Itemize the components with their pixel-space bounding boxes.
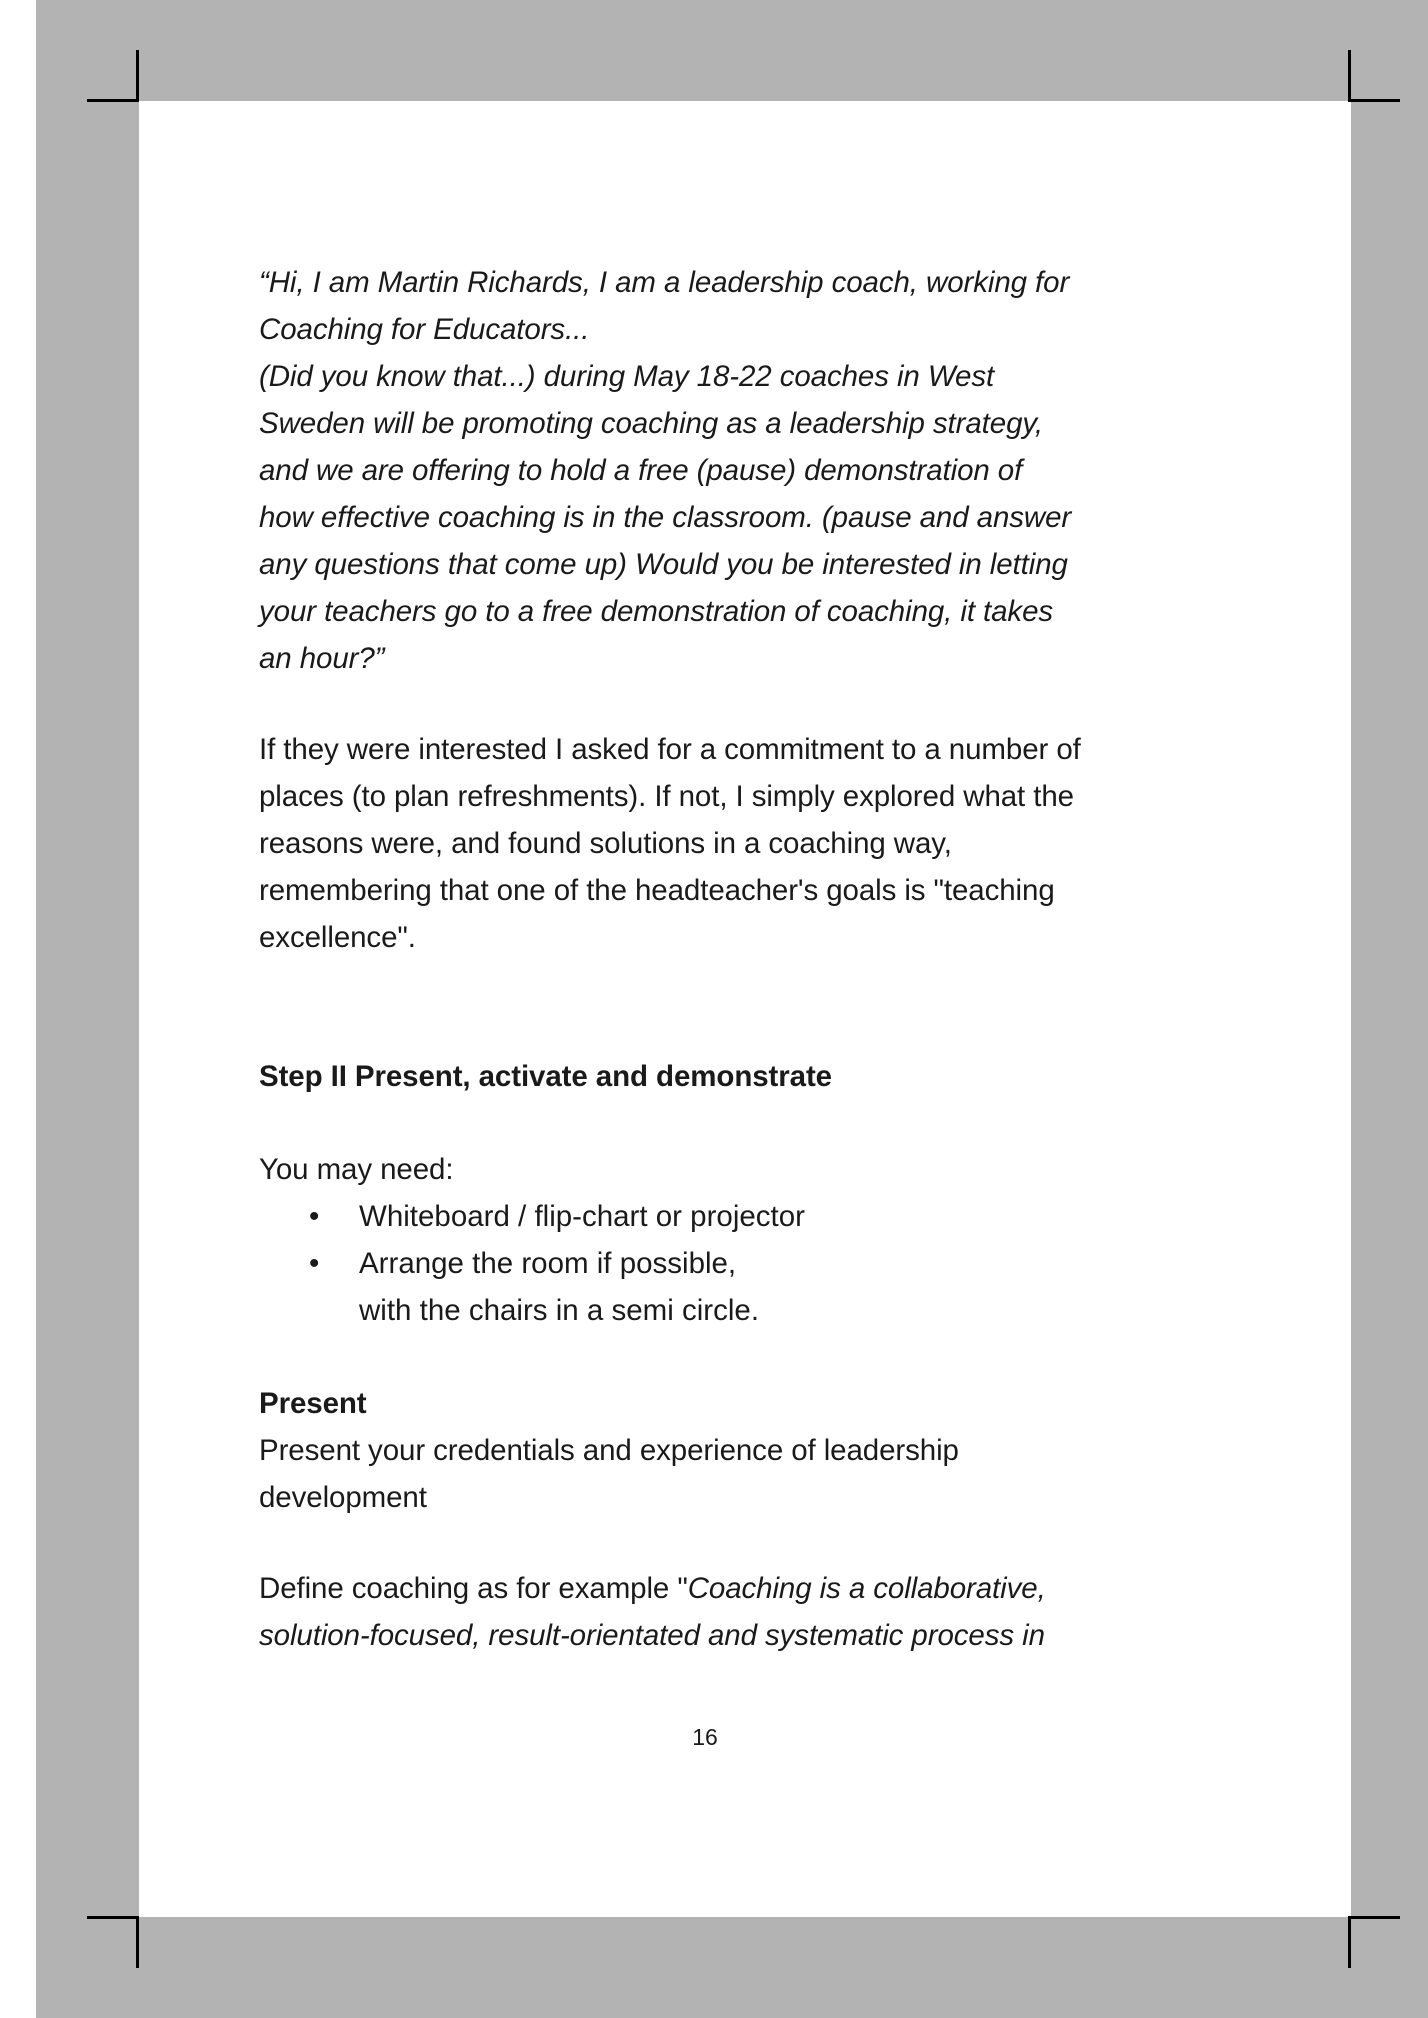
present-section <box>259 1380 1159 1521</box>
page-number <box>0 1722 1428 1752</box>
quote-line: and we are offering to hold a free (pause) demonstration of <box>259 454 1023 487</box>
bullet-icon: • <box>309 1247 320 1280</box>
sales-call-quote <box>259 259 1159 682</box>
list-item-continuation-text: with the chairs in a semi circle. <box>359 1294 760 1327</box>
list-item <box>259 1193 1159 1240</box>
paragraph-line: places (to plan refreshments). If not, I simply explored what the <box>259 780 1074 813</box>
crop-mark-top-left-vertical <box>136 50 139 102</box>
quote-line: (Did you know that...) during May 18-22 coaches in West <box>259 360 995 393</box>
quote-line: an hour?” <box>259 642 385 675</box>
needs-intro <box>259 1146 1159 1193</box>
quote-line: Sweden will be promoting coaching as a leadership strategy, <box>259 407 1043 440</box>
step-heading <box>259 1053 1159 1100</box>
step-heading-text: Step II Present, activate and demonstrate <box>259 1060 832 1093</box>
followup-paragraph <box>259 726 1159 961</box>
list-item-text: Arrange the room if possible, <box>359 1247 737 1280</box>
list-item <box>259 1240 1159 1287</box>
paragraph-line: development <box>259 1481 427 1514</box>
paragraph-line: Present your credentials and experience of leadership <box>259 1434 959 1467</box>
present-heading: Present <box>259 1387 367 1420</box>
define-coaching-paragraph <box>259 1565 1159 1659</box>
crop-mark-bottom-left-vertical <box>136 1916 139 1968</box>
needs-intro-text: You may need: <box>259 1153 454 1186</box>
define-lead-text: Define coaching as for example " <box>259 1572 688 1605</box>
quote-line: any questions that come up) Would you be interested in letting <box>259 548 1068 581</box>
needs-list <box>259 1193 1159 1334</box>
page-number-text: 16 <box>692 1724 718 1750</box>
paragraph-line: If they were interested I asked for a commitment to a number of <box>259 733 1081 766</box>
quote-line: “Hi, I am Martin Richards, I am a leadership coach, working for <box>259 266 1070 299</box>
crop-mark-top-right-vertical <box>1348 50 1351 102</box>
bullet-icon: • <box>309 1200 320 1233</box>
paragraph-line <box>259 1565 1159 1612</box>
crop-mark-bottom-left-horizontal <box>87 1916 139 1919</box>
define-quote-text: Coaching is a collaborative, <box>687 1572 1046 1605</box>
crop-mark-top-left-horizontal <box>87 99 139 102</box>
quote-line: your teachers go to a free demonstration of coaching, it takes <box>259 595 1054 628</box>
crop-mark-bottom-right-horizontal <box>1348 1916 1400 1919</box>
list-item-continuation <box>259 1287 1159 1334</box>
crop-mark-bottom-right-vertical <box>1348 1916 1351 1968</box>
paragraph-line: remembering that one of the headteacher's goals is "teaching <box>259 874 1055 907</box>
quote-line: how effective coaching is in the classroom. (pause and answer <box>259 501 1072 534</box>
paragraph-line: reasons were, and found solutions in a coaching way, <box>259 827 952 860</box>
quote-line: Coaching for Educators... <box>259 313 590 346</box>
paragraph-line: solution-focused, result-orientated and systematic process in <box>259 1619 1045 1652</box>
paragraph-line: excellence". <box>259 921 416 954</box>
crop-mark-top-right-horizontal <box>1348 99 1400 102</box>
list-item-text: Whiteboard / flip-chart or projector <box>359 1200 805 1233</box>
